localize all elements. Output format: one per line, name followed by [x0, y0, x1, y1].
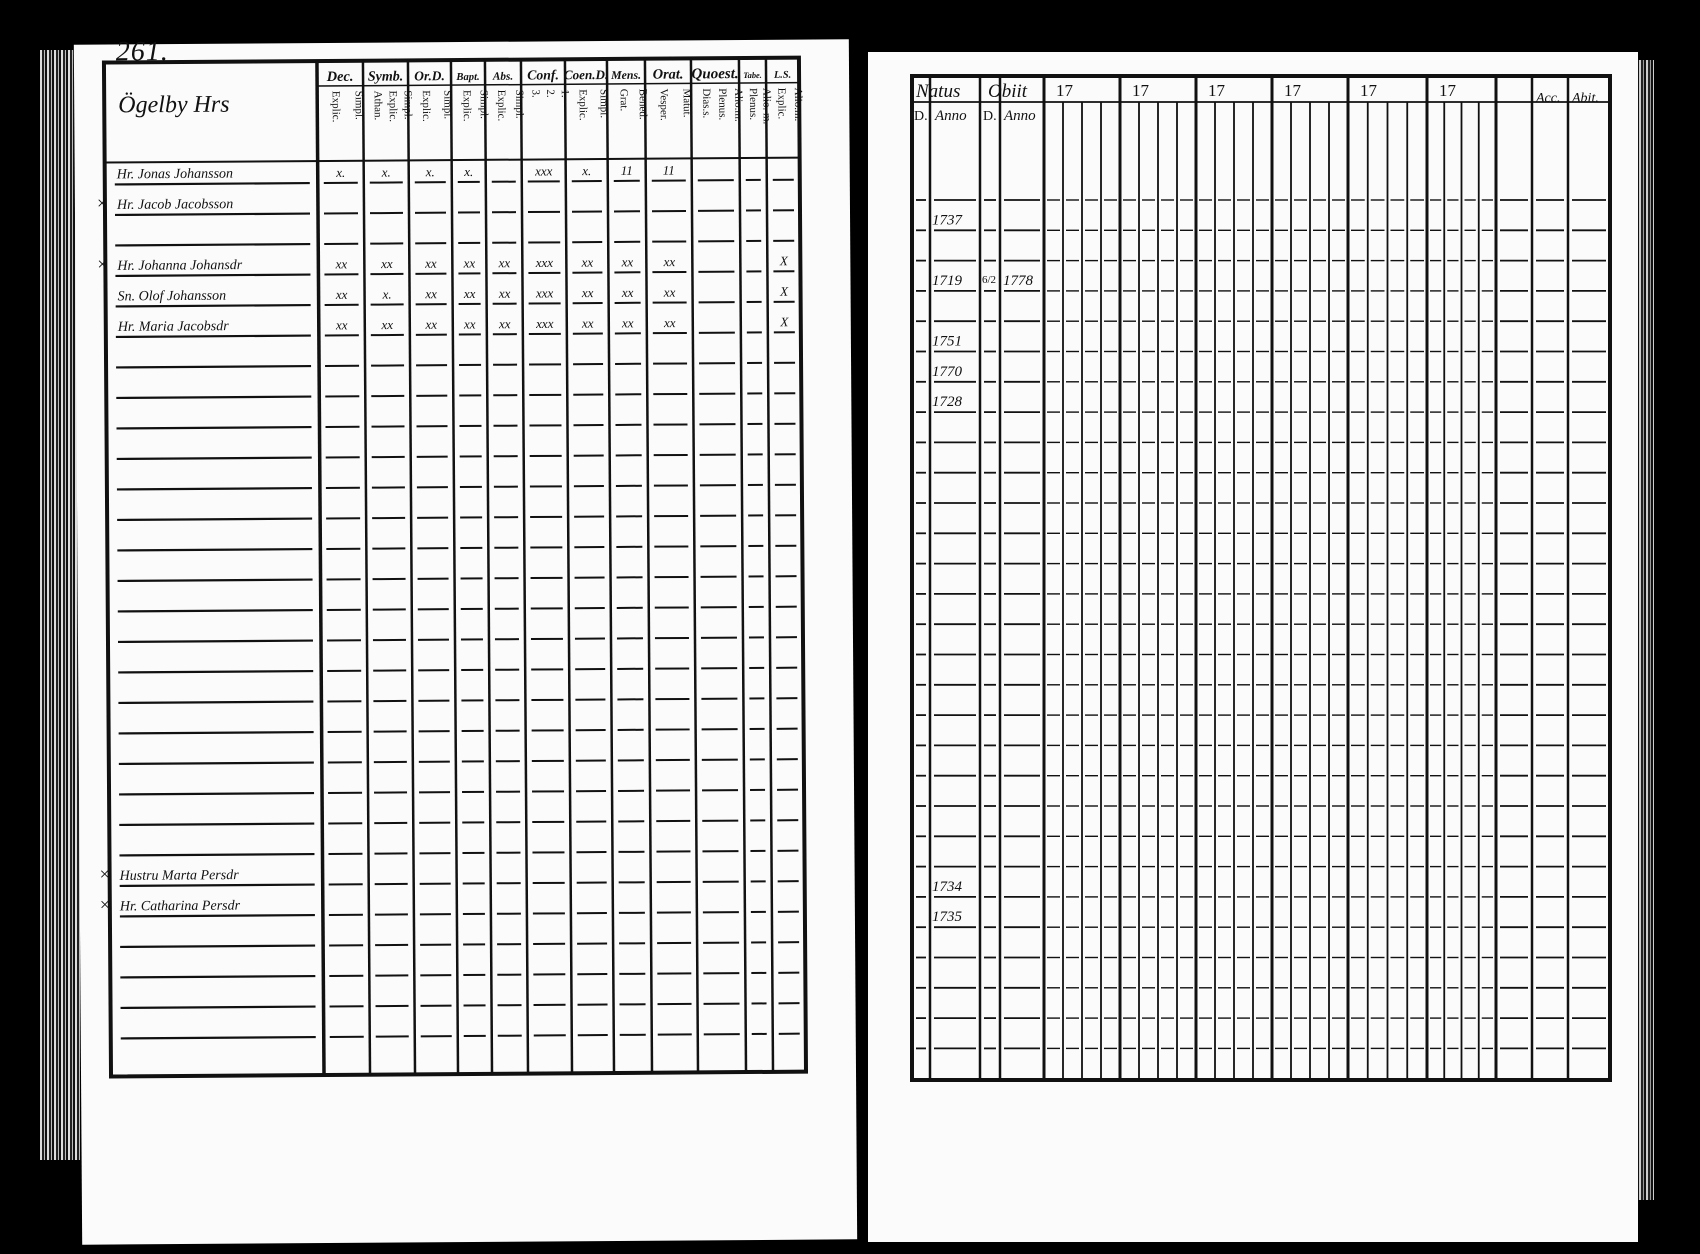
row-rule — [117, 488, 312, 489]
entry-mark: xxx — [535, 163, 553, 179]
obiit-day-header: D. — [983, 109, 997, 124]
member-name: Hr. Maria Jacobsdr — [117, 319, 229, 335]
member-name: Hr. Johanna Johansdr — [117, 258, 243, 274]
column-subheader: Athan. — [371, 90, 384, 121]
member-name: Hr. Jacob Jacobsson — [116, 197, 234, 213]
birth-year: 1734 — [932, 878, 962, 895]
entry-mark: xx — [581, 285, 594, 301]
row-rule — [119, 732, 314, 733]
entry-mark: X — [780, 283, 789, 299]
column-subheader: Simpl. — [513, 89, 526, 119]
column-divider — [408, 60, 415, 1074]
row-rule — [120, 885, 315, 886]
column-subheader: Alio.m. — [791, 87, 805, 122]
column-divider — [363, 61, 370, 1075]
birth-year: 1735 — [932, 909, 962, 926]
row-rule — [119, 854, 314, 855]
column-subheader: Dias.s. — [700, 88, 713, 119]
entry-mark: xx — [335, 256, 348, 272]
right-table-frame — [912, 76, 1610, 1080]
entry-mark: xx — [335, 317, 348, 333]
entry-mark: xx — [381, 316, 394, 333]
column-subheader: Matut. — [680, 88, 693, 118]
death-day: 6/2 — [982, 273, 997, 286]
row-rule — [120, 946, 315, 947]
column-header: L.S. — [773, 69, 792, 81]
entry-mark: x. — [381, 164, 391, 180]
column-subheader: 1. — [558, 89, 571, 98]
column-header: Conf. — [527, 67, 559, 83]
row-rule — [116, 366, 311, 367]
row-rule — [117, 427, 312, 428]
column-header: Quoest. — [691, 66, 739, 83]
entry-mark: x. — [425, 164, 435, 180]
column-header: Bapt. — [456, 71, 480, 84]
column-divider — [766, 58, 773, 1072]
birth-year: 1719 — [932, 272, 962, 289]
row-rule — [119, 824, 314, 825]
entry-mark: xx — [663, 284, 676, 300]
column-subheader: Simpl. — [441, 90, 454, 120]
entry-mark: xx — [463, 255, 476, 271]
column-header: Mens. — [611, 67, 642, 82]
column-subheader: Simpl. — [597, 88, 610, 119]
entry-mark: xx — [463, 285, 476, 302]
year-header: 17 — [1056, 81, 1073, 100]
entry-mark: xx — [335, 286, 348, 302]
page-stack-left — [40, 50, 80, 1160]
year-header: 17 — [1360, 81, 1377, 100]
row-rule — [117, 458, 312, 459]
left-page — [74, 36, 857, 1244]
column-divider — [607, 59, 614, 1073]
entry-mark: xx — [425, 286, 437, 302]
row-rule — [121, 1037, 316, 1038]
member-name: Hr. Jonas Johansson — [116, 166, 234, 183]
column-divider — [645, 59, 652, 1073]
row-rule — [121, 1007, 316, 1008]
entry-mark: xx — [425, 316, 438, 332]
column-subheader: Simpl. — [477, 89, 490, 119]
column-subheader: Explic. — [576, 89, 589, 121]
entry-mark: xx — [498, 316, 511, 332]
column-subheader: Explic. — [329, 90, 342, 123]
column-header: Coen.D. — [563, 66, 609, 83]
row-rule — [118, 580, 313, 581]
entry-mark: X — [780, 314, 789, 330]
column-subheader: Explic. — [460, 89, 473, 122]
entry-mark: xx — [425, 255, 437, 271]
column-header: Or.D. — [414, 68, 445, 84]
right-register-table — [868, 52, 1638, 1242]
row-rule — [119, 793, 314, 794]
name-column-divider — [317, 61, 324, 1075]
entry-mark: xx — [621, 284, 634, 300]
column-subheader: Alio. m. — [760, 87, 773, 125]
left-register-table — [74, 39, 857, 1244]
column-subheader: Plenus. — [746, 87, 760, 121]
entry-mark: xx — [581, 254, 594, 270]
natus-header: Natus — [916, 81, 961, 102]
entry-mark: xx — [463, 316, 476, 332]
member-name: Hr. Catharina Persdr — [119, 898, 241, 915]
entry-mark: xxx — [536, 315, 554, 331]
entry-mark: X — [779, 253, 788, 269]
column-subheader: Simpl. — [401, 90, 414, 120]
row-rule — [117, 549, 312, 550]
right-page — [868, 52, 1638, 1242]
entry-mark: xxx — [535, 254, 554, 271]
row-mark: × — [96, 192, 108, 214]
column-header: Orat. — [652, 66, 684, 83]
column-subheader: Simpl. — [352, 90, 365, 120]
column-divider — [565, 59, 572, 1073]
year-header: 17 — [1439, 81, 1456, 100]
column-subheader: Grat. — [617, 88, 630, 112]
natus-day-header: D. — [914, 109, 928, 124]
entry-mark: xx — [621, 315, 634, 331]
row-rule — [115, 183, 310, 184]
member-name: Sn. Olof Johansson — [117, 288, 227, 305]
entry-mark: xx — [581, 315, 594, 331]
column-divider — [451, 60, 458, 1074]
entry-mark: x. — [464, 163, 474, 179]
row-rule — [119, 763, 314, 764]
row-mark: × — [97, 253, 108, 275]
column-header: Dec. — [326, 68, 354, 85]
entry-mark: xx — [498, 255, 511, 271]
column-subheader: Explic. — [775, 87, 788, 120]
entry-mark: xx — [663, 254, 676, 270]
column-divider — [521, 60, 528, 1074]
year-header: 17 — [1208, 81, 1225, 100]
obiit-header: Obiit — [988, 81, 1028, 102]
row-mark: × — [99, 894, 111, 915]
entry-mark: x. — [582, 163, 592, 179]
column-divider — [691, 58, 698, 1072]
death-year: 1778 — [1003, 272, 1033, 289]
accessit-header: Acc. — [1536, 91, 1561, 106]
row-rule — [116, 397, 311, 398]
member-name: Hustru Marta Persdr — [119, 868, 239, 884]
entry-mark: xx — [621, 254, 634, 270]
column-header: Symb. — [367, 68, 404, 85]
entry-mark: xx — [381, 255, 393, 272]
natus-year-header: Anno — [935, 108, 967, 124]
row-mark: × — [99, 863, 110, 885]
abiit-header: Abit. — [1572, 91, 1599, 106]
column-divider — [739, 58, 746, 1072]
birth-year: 1728 — [932, 394, 962, 411]
column-subheader: Alio.m. — [732, 88, 745, 122]
column-subheader: Bened. — [636, 88, 649, 120]
entry-mark: xx — [498, 285, 511, 301]
column-subheader: 2. — [544, 89, 557, 98]
row-rule — [115, 275, 310, 276]
column-divider — [485, 60, 492, 1074]
row-rule — [120, 976, 315, 977]
birth-year: 1751 — [932, 333, 962, 350]
village-name: Ögelby Hrs — [118, 91, 230, 119]
row-rule — [116, 336, 311, 337]
year-header: 17 — [1132, 81, 1149, 100]
entry-mark: x. — [336, 164, 346, 180]
column-subheader: Vesper. — [657, 88, 670, 121]
row-rule — [118, 702, 313, 703]
column-header: Tabe. — [743, 69, 762, 81]
birth-year: 1770 — [932, 363, 962, 380]
obiit-year-header: Anno — [1004, 108, 1036, 124]
column-subheader: Plenus. — [716, 88, 729, 121]
row-rule — [118, 641, 313, 642]
row-rule — [118, 671, 313, 672]
page-number: 261. — [115, 36, 169, 68]
row-rule — [118, 610, 313, 611]
row-rule — [115, 214, 310, 215]
year-header: 17 — [1284, 81, 1301, 100]
column-header: Abs. — [492, 70, 514, 83]
birth-year: 1737 — [932, 212, 962, 229]
row-rule — [120, 915, 315, 916]
entry-mark: xxx — [535, 285, 554, 301]
entry-mark: xx — [663, 315, 676, 331]
column-subheader: Explic. — [386, 90, 399, 123]
entry-mark: 11 — [662, 162, 675, 178]
row-rule — [117, 519, 312, 520]
entry-mark: 11 — [620, 162, 633, 178]
column-subheader: Explic. — [419, 90, 433, 122]
column-subheader: 3. — [529, 89, 542, 98]
column-subheader: Explic. — [495, 89, 508, 122]
row-rule — [115, 244, 310, 245]
row-rule — [116, 305, 311, 306]
entry-mark: x. — [382, 286, 392, 302]
